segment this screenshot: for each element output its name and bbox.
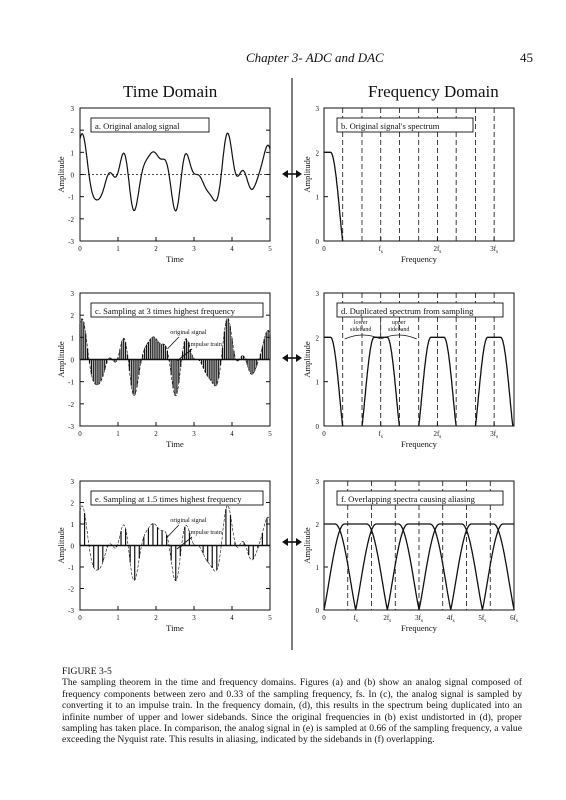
panel-label-text: a. Original analog signal (95, 121, 180, 131)
panel-label-f (337, 491, 503, 505)
y-tick-label: 0 (315, 423, 319, 431)
x-tick-label: 0 (78, 245, 82, 253)
annotation-lower-sideband: sideband (350, 327, 372, 333)
sideband-brace (381, 335, 417, 339)
y-tick-label: -3 (68, 238, 74, 246)
x-tick-label: $6f_s$ (510, 614, 518, 624)
x-tick-label: 1 (116, 614, 120, 622)
x-tick-label: $3f_s$ (490, 245, 499, 255)
panel-label-text: e. Sampling at 1.5 times highest frequency (95, 494, 242, 504)
annotation-arrow (167, 525, 178, 537)
y-axis-label: Amplitude (56, 527, 66, 564)
y-tick-label: 3 (315, 290, 319, 298)
x-tick-label: $3f_s$ (415, 614, 423, 624)
caption-body: The sampling theorem in the time and frequency domains. Figures (a) and (b) show an analog signal composed of frequency components between zero and 0.33 of the sampling frequency, fs. In (c), the analog signal is sampled by converting it to an impulse train. In the frequency domain, (d), this results in the spectrum being duplicated into an infinite number of upper and lower sidebands. Since the original frequencies in (b) exist undistorted in (d), proper sampling has taken place. In comparison, the analog signal in (e) is sampled at 0.66 of the sampling frequency, a value exceeding the Nyquist rate. This results in aliasing, indicated by the sidebands in (f) overlapping. (62, 677, 522, 746)
spectrum-lobe (451, 524, 515, 610)
x-tick-label: $2f_s$ (383, 614, 392, 624)
caption-title: FIGURE 3-5 (62, 666, 112, 677)
x-tick-label: 5 (268, 245, 272, 253)
panel-label-b (337, 118, 473, 132)
x-tick-label: 5 (268, 614, 272, 622)
panel-label-a (91, 118, 209, 132)
x-tick-label: $f_s$ (353, 614, 358, 624)
x-axis-label: Frequency (401, 439, 437, 449)
y-tick-label: 1 (70, 149, 74, 158)
y-axis-label: Amplitude (56, 156, 66, 193)
x-tick-label: 3 (192, 430, 196, 438)
arrow-head (282, 538, 288, 546)
y-tick-label: -2 (68, 215, 74, 224)
x-tick-label: $2f_s$ (433, 430, 442, 440)
x-tick-label: 4 (230, 430, 234, 438)
frequency-domain-title: Frequency Domain (368, 82, 499, 101)
arrow-head (282, 170, 288, 178)
spectrum-lobe (482, 524, 514, 610)
y-tick-label: 3 (315, 478, 319, 486)
y-axis-label: Amplitude (302, 527, 312, 564)
arrow-head (282, 354, 288, 362)
y-tick-label: 3 (70, 290, 74, 298)
y-tick-label: 2 (70, 499, 74, 508)
annotation-upper-sideband: upper (391, 320, 406, 326)
x-tick-label: $3f_s$ (490, 430, 499, 440)
y-axis-label: Amplitude (302, 156, 312, 193)
panel-label-text: b. Original signal's spectrum (341, 121, 440, 131)
annotation-arrow (167, 337, 178, 349)
y-axis-label: Amplitude (56, 341, 66, 378)
x-tick-label: 3 (192, 245, 196, 253)
y-tick-label: 2 (315, 334, 319, 343)
x-tick-label: 5 (268, 430, 272, 438)
x-axis-label: Frequency (401, 623, 437, 633)
y-tick-label: 0 (70, 356, 74, 365)
x-tick-label: 0 (78, 614, 82, 622)
figure-caption (62, 666, 522, 746)
x-axis-label: Frequency (401, 254, 437, 264)
y-tick-label: -2 (68, 585, 74, 594)
x-tick-label: 0 (322, 245, 326, 253)
panel-label-text: c. Sampling at 3 times highest frequency (95, 306, 236, 316)
chapter-title: Chapter 3- ADC and DAC (246, 50, 384, 65)
y-tick-label: 2 (315, 521, 319, 529)
spectrum-lobe (324, 524, 388, 610)
x-tick-label: 1 (116, 245, 120, 253)
y-tick-label: -1 (68, 193, 74, 202)
y-tick-label: 3 (70, 105, 74, 113)
annotation-impulse-train: impulse train (188, 529, 222, 536)
x-axis-label: Time (166, 254, 184, 264)
x-tick-label: $2f_s$ (433, 245, 442, 255)
x-tick-label: 0 (78, 430, 82, 438)
time-domain-title: Time Domain (123, 82, 218, 101)
panel-label-d (337, 303, 503, 317)
annotation-original-signal: original signal (170, 329, 207, 336)
y-tick-label: -3 (68, 423, 74, 431)
x-tick-label: 0 (322, 430, 326, 438)
x-tick-label: $f_s$ (378, 245, 383, 255)
page-number: 45 (520, 50, 533, 65)
annotation-upper-sideband: sideband (388, 327, 410, 333)
sideband-brace (345, 335, 381, 339)
y-tick-label: 2 (70, 127, 74, 136)
y-tick-label: 0 (315, 238, 319, 246)
x-axis-label: Time (166, 623, 184, 633)
annotation-lower-sideband: lower (353, 320, 368, 326)
spectrum-lobe (356, 524, 420, 610)
x-tick-label: $4f_s$ (446, 614, 455, 624)
x-tick-label: 4 (230, 614, 234, 622)
x-tick-label: 2 (154, 614, 158, 622)
y-tick-label: 1 (315, 193, 319, 202)
panel-label-text: f. Overlapping spectra causing aliasing (341, 494, 475, 504)
annotation-impulse-train: impulse train (188, 341, 222, 348)
y-tick-label: 0 (315, 607, 319, 615)
y-axis-label: Amplitude (302, 341, 312, 378)
y-tick-label: 3 (70, 478, 74, 486)
panel-label-text: d. Duplicated spectrum from sampling (341, 306, 474, 316)
x-tick-label: 4 (230, 245, 234, 253)
x-tick-label: $f_s$ (378, 430, 383, 440)
y-tick-label: -1 (68, 378, 74, 387)
spectrum-lobe (419, 524, 483, 610)
y-tick-label: 1 (70, 521, 74, 529)
y-tick-label: 0 (70, 542, 74, 551)
signal-curve (80, 133, 270, 211)
x-tick-label: $5f_s$ (478, 614, 487, 624)
y-tick-label: 0 (70, 171, 74, 180)
x-tick-label: 2 (154, 245, 158, 253)
y-tick-label: -2 (68, 400, 74, 409)
panel-label-c (91, 303, 263, 317)
y-tick-label: 1 (315, 378, 319, 387)
x-tick-label: 0 (322, 614, 326, 622)
spectrum-lobe (324, 524, 356, 610)
y-tick-label: 1 (70, 334, 74, 343)
y-tick-label: 2 (315, 149, 319, 158)
x-tick-label: 1 (116, 430, 120, 438)
y-tick-label: 1 (315, 564, 319, 572)
y-tick-label: 3 (315, 105, 319, 113)
x-axis-label: Time (166, 439, 184, 449)
y-tick-label: -1 (68, 564, 74, 572)
x-tick-label: 2 (154, 430, 158, 438)
y-tick-label: -3 (68, 607, 74, 615)
x-tick-label: 3 (192, 614, 196, 622)
y-tick-label: 2 (70, 312, 74, 321)
panel-label-e (91, 491, 263, 505)
annotation-original-signal: original signal (170, 517, 207, 524)
